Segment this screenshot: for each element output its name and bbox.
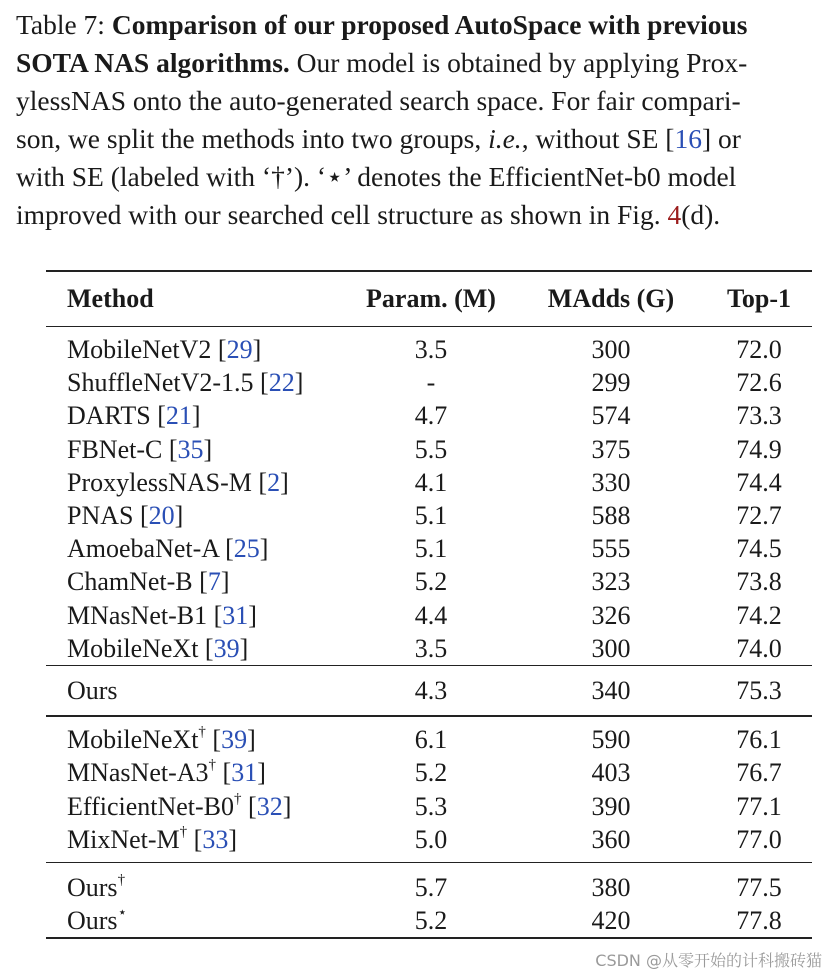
table-row <box>46 532 812 565</box>
results-table-container <box>46 270 812 939</box>
madds-cell: 574 <box>591 401 631 431</box>
results-table <box>46 270 812 939</box>
params-cell: 4.3 <box>414 675 448 705</box>
header-method: Method <box>67 284 154 313</box>
caption-citation[interactable]: 16 <box>674 123 702 154</box>
method-cell <box>46 665 346 716</box>
table-row <box>46 327 812 367</box>
top1-cell: 72.7 <box>736 501 782 531</box>
top1-cell: 74.0 <box>736 633 782 663</box>
top1-cell: 76.1 <box>736 725 782 755</box>
citation-link[interactable]: 21 <box>165 401 192 431</box>
madds-cell: 330 <box>591 467 631 497</box>
madds-cell: 375 <box>591 434 631 464</box>
citation-link[interactable]: 20 <box>148 501 175 531</box>
method-cell: DARTS [21] <box>67 401 201 431</box>
citation-link[interactable]: 2 <box>267 467 281 497</box>
table-row <box>46 632 812 666</box>
method-cell: EfficientNet-B0† [32] <box>67 790 292 821</box>
method-name: ChamNet-B <box>67 567 193 597</box>
method-name: Ours <box>67 675 118 705</box>
params-cell: 3.5 <box>414 335 448 365</box>
table-row <box>46 756 812 789</box>
group-with-se <box>46 716 812 862</box>
citation-link[interactable]: 7 <box>207 567 221 597</box>
table-row <box>46 565 812 598</box>
citation-link[interactable]: 39 <box>221 725 248 755</box>
params-cell: 5.5 <box>414 434 448 464</box>
citation-link[interactable]: 25 <box>233 534 260 564</box>
top1-cell: 72.6 <box>736 368 782 398</box>
params-cell: 5.2 <box>414 758 448 788</box>
caption-text: SOTA NAS algorithms. <box>16 47 290 78</box>
method-marker: † <box>198 724 206 741</box>
top1-cell: 77.5 <box>736 872 782 902</box>
caption-text: Our model is obtained by applying Prox- <box>289 47 748 78</box>
method-name: EfficientNet-B0 <box>67 791 235 821</box>
method-name: DARTS <box>67 401 151 431</box>
citation-link[interactable]: 32 <box>256 791 283 821</box>
table-row <box>46 823 812 863</box>
method-cell: MobileNeXt† [39] <box>67 724 256 755</box>
params-cell: 3.5 <box>414 633 448 663</box>
header-params: Param. (M) <box>366 284 496 313</box>
table-row <box>46 789 812 822</box>
method-marker: † <box>234 790 242 807</box>
caption-text: ] or <box>701 123 741 154</box>
params-cell: 5.7 <box>414 872 448 902</box>
method-cell: ProxylessNAS-M [2] <box>67 467 289 497</box>
method-marker: † <box>179 823 188 840</box>
madds-cell: 326 <box>591 600 631 630</box>
method-name: FBNet-C <box>67 434 163 464</box>
method-cell: MixNet-M† [33] <box>67 823 238 854</box>
caption-text: improved with our searched cell structure as shown in Fig. <box>16 199 668 230</box>
method-cell: PNAS [20] <box>67 501 184 531</box>
madds-cell: 390 <box>591 791 631 821</box>
madds-cell: 590 <box>591 725 631 755</box>
header-madds: MAdds (G) <box>547 284 675 313</box>
madds-cell: 420 <box>591 906 631 936</box>
params-cell: - <box>426 368 436 398</box>
caption-line <box>16 120 836 158</box>
method-cell: MNasNet-A3† [31] <box>67 757 266 788</box>
citation-link[interactable]: 33 <box>202 824 229 854</box>
table-row <box>46 366 812 399</box>
caption-text: ylessNAS onto the auto-generated search space. For fair compari- <box>16 85 741 116</box>
method-cell <box>46 862 346 904</box>
caption-text: with SE (labeled with ‘†’). ‘⋆’ denotes the EfficientNet-b0 model <box>16 161 737 192</box>
top1-cell: 77.8 <box>736 906 782 936</box>
method-cell: FBNet-C [35] <box>67 434 213 464</box>
madds-cell: 588 <box>591 501 631 531</box>
caption-text: , without SE [ <box>521 123 675 154</box>
table-header-row <box>46 271 812 327</box>
params-cell: 5.0 <box>414 824 448 854</box>
method-name: MobileNeXt <box>67 633 199 663</box>
method-name: MobileNetV2 <box>67 335 212 365</box>
method-marker: † <box>117 871 126 888</box>
method-cell: AmoebaNet-A [25] <box>67 534 269 564</box>
caption-text: son, we split the methods into two groups, <box>16 123 489 154</box>
table-row <box>46 665 812 716</box>
method-name: MNasNet-A3 <box>67 758 209 788</box>
top1-cell: 74.2 <box>736 600 782 630</box>
table-row <box>46 433 812 466</box>
table-row <box>46 716 812 756</box>
params-cell: 4.1 <box>414 467 448 497</box>
params-cell: 4.7 <box>414 401 448 431</box>
citation-link[interactable]: 31 <box>222 600 249 630</box>
madds-cell: 360 <box>591 824 631 854</box>
madds-cell: 403 <box>591 758 631 788</box>
madds-cell: 340 <box>591 675 631 705</box>
citation-link[interactable]: 39 <box>213 633 240 663</box>
method-name: Ours <box>67 906 118 936</box>
method-cell: MobileNetV2 [29] <box>67 335 262 365</box>
caption-line <box>16 82 836 120</box>
table-row <box>46 862 812 904</box>
top1-cell: 77.0 <box>736 824 782 854</box>
params-cell: 5.1 <box>414 534 448 564</box>
method-cell: ShuffleNetV2-1.5 [22] <box>67 368 304 398</box>
method-name: MixNet-M <box>67 824 180 854</box>
madds-cell: 380 <box>591 872 631 902</box>
madds-cell: 299 <box>591 368 631 398</box>
params-cell: 5.2 <box>414 567 448 597</box>
citation-link[interactable]: 35 <box>177 434 204 464</box>
caption-text: Comparison of our proposed AutoSpace with previous <box>111 9 748 40</box>
madds-cell: 555 <box>591 534 631 564</box>
caption-figure-ref[interactable]: 4 <box>667 199 682 230</box>
top1-cell: 72.0 <box>736 335 782 365</box>
caption-text: Table 7: <box>16 9 112 40</box>
table-row <box>46 499 812 532</box>
group-without-se <box>46 327 812 666</box>
params-cell: 5.1 <box>414 501 448 531</box>
top1-cell: 76.7 <box>736 758 782 788</box>
citation-link[interactable]: 31 <box>231 758 258 788</box>
caption-line <box>16 44 836 82</box>
table-row <box>46 399 812 432</box>
watermark: CSDN @从零开始的计科搬砖猫 <box>595 951 822 970</box>
params-cell: 5.3 <box>414 791 448 821</box>
ours-with-se <box>46 862 812 938</box>
table-row <box>46 599 812 632</box>
top1-cell: 77.1 <box>736 791 782 821</box>
method-marker: † <box>208 757 217 774</box>
method-name: MobileNeXt <box>67 725 199 755</box>
method-name: AmoebaNet-A <box>67 534 219 564</box>
top1-cell: 75.3 <box>736 675 782 705</box>
table-caption <box>16 6 836 234</box>
citation-link[interactable]: 29 <box>226 335 253 365</box>
method-marker: ⋆ <box>117 905 127 922</box>
top1-cell: 74.9 <box>736 434 782 464</box>
madds-cell: 300 <box>591 633 631 663</box>
top1-cell: 74.5 <box>736 534 782 564</box>
madds-cell: 300 <box>591 335 631 365</box>
top1-cell: 73.8 <box>736 567 782 597</box>
method-cell: MNasNet-B1 [31] <box>67 600 257 630</box>
params-cell: 4.4 <box>414 600 448 630</box>
caption-text: (d). <box>681 199 721 230</box>
method-cell: MobileNeXt [39] <box>67 633 249 663</box>
header-top1: Top-1 <box>726 284 792 313</box>
caption-text: i.e. <box>488 123 522 154</box>
params-cell: 6.1 <box>414 725 448 755</box>
citation-link[interactable]: 22 <box>268 368 295 398</box>
method-name: PNAS <box>67 501 134 531</box>
table-row <box>46 904 812 938</box>
caption-line <box>16 158 836 196</box>
method-name: ProxylessNAS-M <box>67 467 252 497</box>
ours-without-se <box>46 665 812 716</box>
method-cell: ChamNet-B [7] <box>67 567 230 597</box>
caption-line <box>16 196 836 234</box>
params-cell: 5.2 <box>414 906 448 936</box>
method-cell <box>46 904 346 938</box>
top1-cell: 73.3 <box>736 401 782 431</box>
method-name: Ours <box>67 872 118 902</box>
madds-cell: 323 <box>591 567 631 597</box>
caption-line <box>16 6 836 44</box>
method-name: MNasNet-B1 <box>67 600 208 630</box>
table-row <box>46 466 812 499</box>
top1-cell: 74.4 <box>736 467 782 497</box>
method-name: ShuffleNetV2-1.5 <box>67 368 254 398</box>
